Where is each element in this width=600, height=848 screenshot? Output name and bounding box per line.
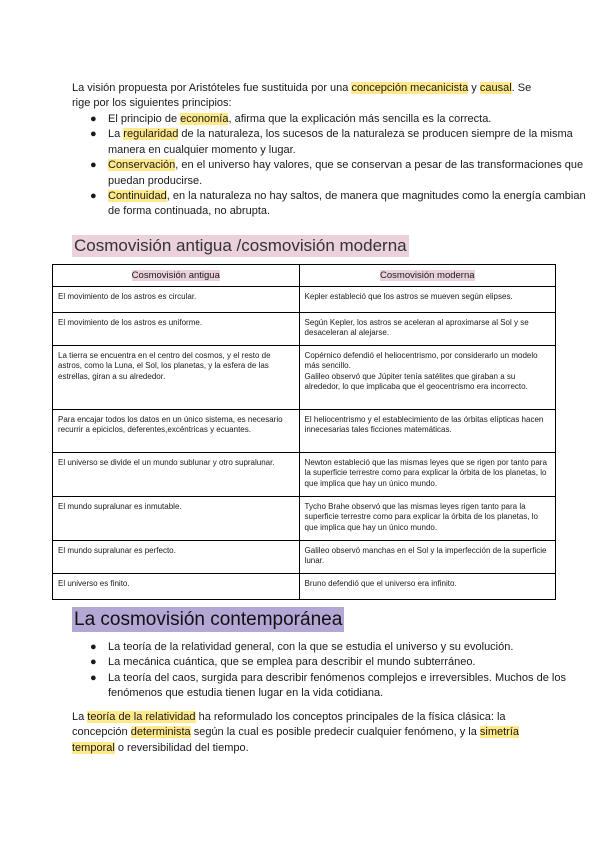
table-cell: Galileo observó manchas en el Sol y la imperfección de la superficie lunar. — [299, 541, 555, 574]
closing-paragraph: La teoría de la relatividad ha reformulado los conceptos principales de la física clásica: la concepción determinista según la cual es posible predecir cualquier fenómeno, y la simetría temporal o reversibilidad del tiempo. — [72, 711, 519, 754]
section-heading-antigua-moderna: Cosmovisión antigua /cosmovisión moderna — [74, 236, 407, 255]
table-cell: La tierra se encuentra en el centro del cosmos, y el resto de astros, como la Luna, el Sol, los planetas, y la esfera de las estrellas, giran a su alrededor. — [53, 346, 300, 410]
bullet-icon: ● — [90, 641, 97, 653]
intro-paragraph: La visión propuesta por Aristóteles fue sustituida por una concepción mecanicista y causal. Se rige por los siguientes principios: — [72, 82, 532, 110]
column-header-moderna: Cosmovisión moderna — [299, 265, 555, 287]
highlight-mecanicista: concepción mecanicista — [351, 82, 469, 94]
list-item: ● Conservación, en el universo hay valores, que se conservan a pesar de las transformaciones que puedan producirse. — [90, 159, 584, 187]
table-row — [53, 410, 556, 453]
bullet-icon: ● — [90, 113, 97, 125]
table-row — [53, 541, 556, 574]
table-cell: Bruno defendió que el universo era infinito. — [299, 574, 555, 600]
table-cell: El movimiento de los astros es uniforme. — [53, 313, 300, 346]
section-heading-contemporanea: La cosmovisión contemporánea — [74, 609, 343, 630]
principles-list — [72, 112, 600, 220]
list-item: ● La teoría de la relatividad general, con la que se estudia el universo y su evolución. — [72, 640, 600, 655]
bullet-icon: ● — [90, 159, 97, 172]
list-item: ● El principio de economía, afirma que la explicación más sencilla es la correcta. — [72, 112, 600, 127]
table-cell: Según Kepler, los astros se aceleran al aproximarse al Sol y se desaceleran al alejarse. — [299, 313, 555, 346]
table-cell: Para encajar todos los datos en un único sistema, es necesario recurrir a epiciclos, deferentes,excéntricas y ecuantes. — [53, 410, 300, 453]
highlight-causal: causal — [479, 82, 512, 94]
table-row — [53, 287, 556, 313]
bullet-icon: ● — [90, 128, 97, 141]
table-row — [53, 574, 556, 600]
bullet-icon: ● — [90, 671, 97, 684]
table-row — [53, 453, 556, 497]
list-item: ● Continuidad, en la naturaleza no hay saltos, de manera que magnitudes como la energía cambian de forma continuada, no abrupta. — [90, 190, 586, 218]
highlight-determinista: determinista — [130, 726, 191, 739]
table-cell: Copérnico defendió el heliocentrismo, por considerarlo un modelo más sencillo. Galileo observó que Júpiter tenía satélites que giraban a su alrededor, lo que implicaba que el geocentrismo era incorrecto. — [299, 346, 555, 410]
comparison-table — [52, 264, 556, 600]
table-cell: El mundo supralunar es perfecto. — [53, 541, 300, 574]
table-cell: Tycho Brahe observó que las mismas leyes rigen tanto para la superficie terrestre como para explicar la órbita de los planetas, lo que implica que hay un único mundo. — [299, 497, 555, 541]
table-cell: El heliocentrismo y el establecimiento de las órbitas elípticas hacen innecesarias tales ficciones matemáticas. — [299, 410, 555, 453]
table-cell: El mundo supralunar es inmutable. — [53, 497, 300, 541]
highlight-simetria-temporal: simetría temporal — [72, 726, 519, 754]
table-cell: Kepler estableció que los astros se mueven según elipses. — [299, 287, 555, 313]
table-row — [53, 346, 556, 410]
bullet-icon: ● — [90, 656, 97, 669]
list-item: ● La mecánica cuántica, que se emplea para describir el mundo subterráneo. — [72, 655, 600, 670]
table-row — [53, 497, 556, 541]
contemporary-list — [72, 640, 600, 702]
list-item: ● La teoría del caos, surgida para describir fenómenos complejos e irreversibles. Muchos de los fenómenos que estudia tienen lugar en la vida cotidiana. — [90, 671, 566, 700]
list-item: ● La regularidad de la naturaleza, los sucesos de la naturaleza se producen siempre de la misma manera en cualquier momento y lugar. — [90, 128, 573, 156]
table-row — [53, 313, 556, 346]
bullet-icon: ● — [90, 190, 97, 203]
column-header-antigua: Cosmovisión antigua — [53, 265, 300, 287]
table-cell: El universo es finito. — [53, 574, 300, 600]
table-cell: Newton estableció que las mismas leyes que se rigen por tanto para la superficie terrestre como para explicar la órbita de los planetas, lo que implica que hay un único mundo. — [299, 453, 555, 497]
highlight-relatividad: teoría de la relatividad — [87, 711, 196, 723]
table-cell: El movimiento de los astros es circular. — [53, 287, 300, 313]
table-header-row — [53, 265, 556, 287]
table-cell: El universo se divide el un mundo sublunar y otro supralunar. — [53, 453, 300, 497]
